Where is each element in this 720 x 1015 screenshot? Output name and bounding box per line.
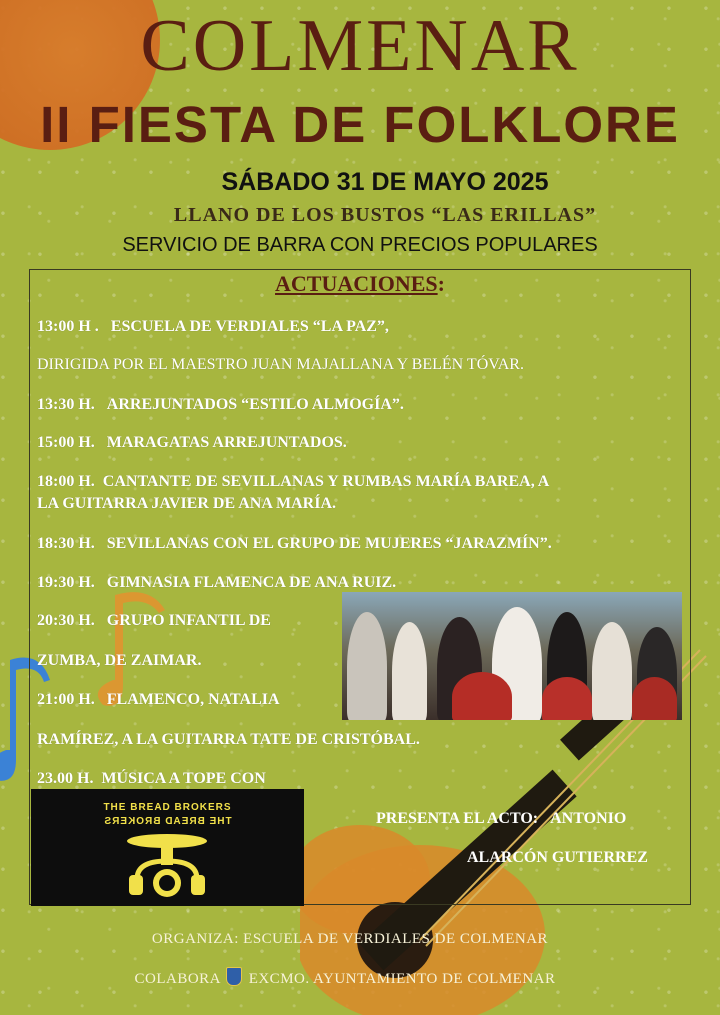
program-act: CANTANTE DE SEVILLANAS Y RUMBAS MARÍA BAREA, A <box>102 473 550 490</box>
program-line-3 <box>37 394 677 416</box>
presenter-line <box>376 808 626 830</box>
program-line-2 <box>37 354 677 376</box>
program-time: 19:30 H. <box>37 574 95 591</box>
program-act: DIRIGIDA POR EL MAESTRO JUAN MAJALLANA Y BELÉN TÓVAR. <box>37 356 524 373</box>
program-heading <box>0 270 720 298</box>
program-act: GIMNASIA FLAMENCA DE ANA RUIZ. <box>106 574 397 591</box>
organizer-credit: ORGANIZA: ESCUELA DE VERDIALES DE COLMENAR <box>151 931 549 947</box>
event-date: SÁBADO 31 DE MAYO 2025 <box>221 168 549 196</box>
event-title: II FIESTA DE FOLKLORE <box>40 96 680 153</box>
program-time: 20:30 H. <box>37 612 95 629</box>
program-time: 21:00 H. <box>37 691 95 708</box>
program-act: FLAMENCO, NATALIA <box>106 691 280 708</box>
presenter-first-name: ANTONIO <box>550 810 627 827</box>
program-line-4 <box>37 432 677 454</box>
program-heading-label: ACTUACIONES <box>275 271 438 296</box>
band-logo-name-mirrored: THE BREAD BROKERS <box>103 816 232 827</box>
program-act: RAMÍREZ, A LA GUITARRA TATE DE CRISTÓBAL. <box>37 731 420 748</box>
event-venue: LLANO DE LOS BUSTOS “LAS ERILLAS” <box>173 204 597 226</box>
program-line-1 <box>37 316 677 338</box>
program-act: GRUPO INFANTIL DE <box>106 612 271 629</box>
program-time: 18:30 H. <box>37 535 95 552</box>
program-time: 23.00 H. <box>37 770 94 787</box>
program-line-11 <box>37 729 677 751</box>
town-title: COLMENAR <box>140 5 580 87</box>
band-logo-name: THE BREAD BROKERS <box>103 802 232 813</box>
collaborator-label: COLABORA <box>134 971 221 987</box>
program-line-5 <box>37 471 677 515</box>
collaborator-name: EXCMO. AYUNTAMIENTO DE COLMENAR <box>248 971 556 987</box>
town-shield-icon <box>226 967 242 986</box>
program-act: SEVILLANAS CON EL GRUPO DE MUJERES “JARAZMÍN”. <box>106 535 552 552</box>
presenter-name: ALARCÓN GUTIERREZ <box>467 849 648 866</box>
program-act: MARAGATAS ARREJUNTADOS. <box>106 434 347 451</box>
dancers-photo <box>342 592 682 720</box>
program-act: ESCUELA DE VERDIALES “LA PAZ”, <box>110 318 389 335</box>
program-heading-colon: : <box>437 271 445 296</box>
program-line-6 <box>37 533 677 555</box>
program-act: ARREJUNTADOS “ESTILO ALMOGÍA”. <box>106 396 404 413</box>
program-act: MÚSICA A TOPE CON <box>101 770 266 787</box>
bar-service-note: SERVICIO DE BARRA CON PRECIOS POPULARES <box>122 234 598 256</box>
program-time: 15:00 H. <box>37 434 95 451</box>
headphones-logo-icon <box>117 831 217 901</box>
program-time: 18:00 H. <box>37 473 95 490</box>
program-act-continued: LA GUITARRA JAVIER DE ANA MARÍA. <box>37 495 337 512</box>
band-logo <box>31 789 304 906</box>
presenter-label: PRESENTA EL ACTO: <box>376 810 539 827</box>
program-time: 13:00 H . <box>37 318 99 335</box>
program-time: 13:30 H. <box>37 396 95 413</box>
program-act: ZUMBA, DE ZAIMAR. <box>37 652 202 669</box>
program-line-7 <box>37 572 677 594</box>
program-line-12 <box>37 768 677 790</box>
collaborator-credit <box>0 967 705 989</box>
